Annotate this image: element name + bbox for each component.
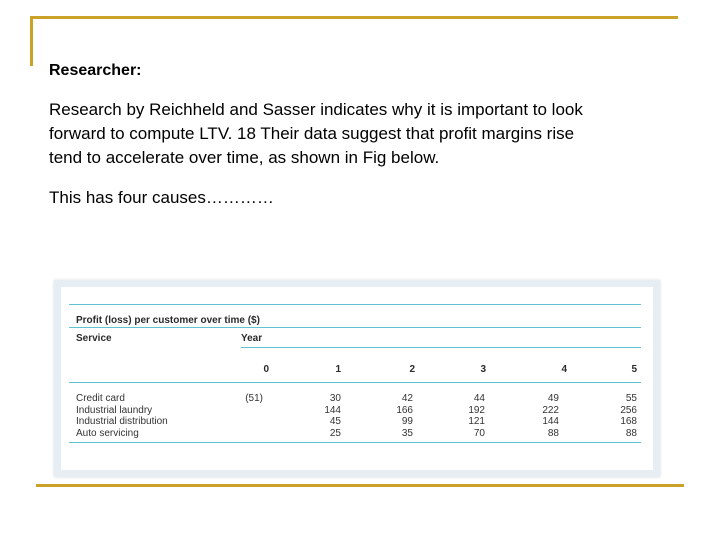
table-cell: 42 — [401, 393, 413, 404]
table-cell: 30 — [329, 393, 341, 404]
year-0: 0 — [263, 364, 269, 375]
year-header-rule — [241, 347, 641, 348]
top-decorative-rule — [30, 16, 678, 19]
row-label-auto-servicing: Auto servicing — [76, 427, 139, 439]
row-label-industrial-laundry: Industrial laundry — [76, 404, 153, 416]
table-cell: (51) — [245, 393, 263, 404]
table-cell: 222 — [542, 404, 559, 416]
year-5: 5 — [631, 364, 637, 375]
table-header-rule — [69, 382, 641, 383]
research-paragraph: Research by Reichheld and Sasser indicates why it is important to look forward to compute LTV. 18 Their data suggest that profit margins rise tend to accelerate over time, as shown in Fig below. — [49, 100, 583, 167]
table-cell: 256 — [620, 404, 637, 416]
table-cell: 44 — [473, 393, 485, 404]
year-1: 1 — [335, 364, 341, 375]
profit-table — [61, 287, 653, 470]
table-cell: 166 — [396, 404, 413, 416]
table-cell: 55 — [625, 393, 637, 404]
table-cell: 45 — [329, 416, 341, 427]
left-decorative-rule — [30, 16, 33, 66]
causes-text: This has four causes………… — [49, 188, 274, 207]
table-cell: 70 — [473, 427, 485, 439]
table-title: Profit (loss) per customer over time ($) — [76, 315, 260, 326]
year-header: Year — [241, 333, 263, 344]
service-header: Service — [76, 333, 112, 344]
table-cell: 49 — [547, 393, 559, 404]
table-cell: 88 — [547, 427, 559, 439]
year-3: 3 — [480, 364, 486, 375]
profit-table-figure — [54, 280, 660, 477]
table-cell: 144 — [542, 416, 559, 427]
row-label-industrial-distribution: Industrial distribution — [76, 416, 168, 427]
year-4: 4 — [561, 364, 567, 375]
table-cell: 25 — [329, 427, 341, 439]
table-cell: 168 — [620, 416, 637, 427]
table-cell: 88 — [625, 427, 637, 439]
table-title-rule — [69, 327, 641, 328]
table-cell: 121 — [468, 416, 485, 427]
table-top-rule — [69, 304, 641, 305]
table-cell: 99 — [401, 416, 413, 427]
table-cell: 144 — [324, 404, 341, 416]
table-bottom-rule — [69, 442, 641, 443]
table-cell: 192 — [468, 404, 485, 416]
bottom-decorative-rule — [36, 484, 684, 487]
year-2: 2 — [409, 364, 415, 375]
researcher-heading: Researcher: — [49, 62, 142, 79]
table-cell: 35 — [401, 427, 413, 439]
row-label-credit-card: Credit card — [76, 393, 125, 404]
